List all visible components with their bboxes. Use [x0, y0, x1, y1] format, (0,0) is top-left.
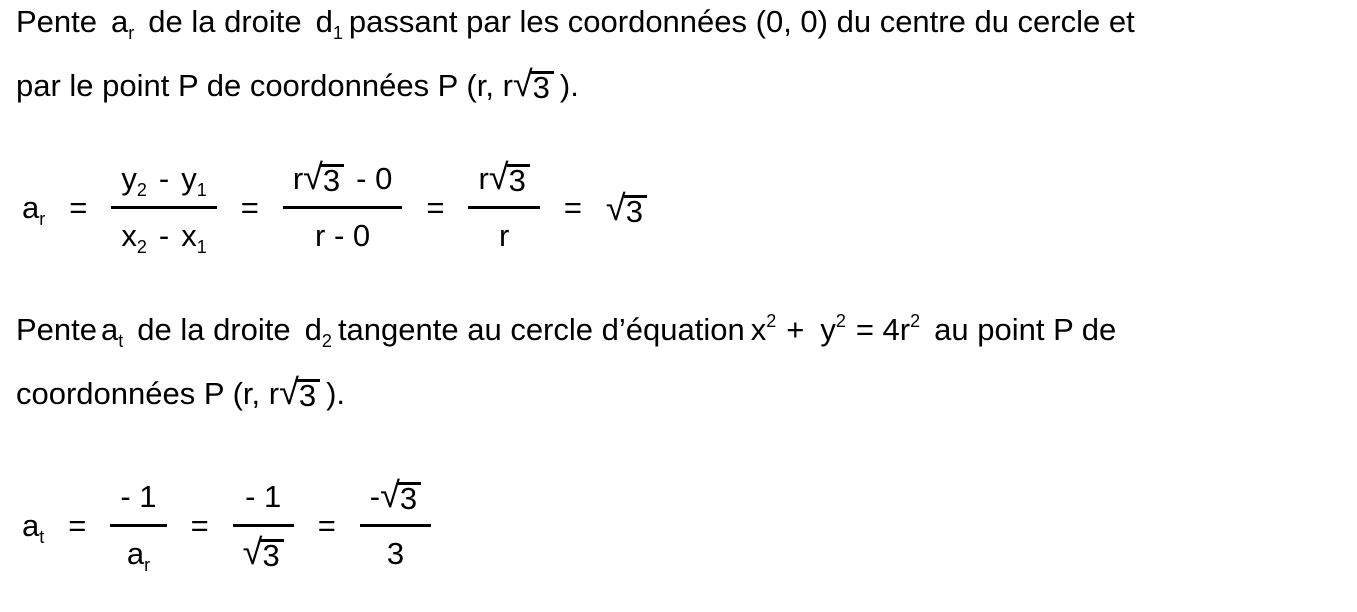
equals-sign: =: [69, 189, 88, 225]
text-run: ).: [326, 376, 346, 411]
formula-slope-tangent: [16, 476, 1357, 575]
fraction-delta-y-delta-x: [111, 158, 216, 257]
var-x1: $x_1$: [181, 218, 207, 257]
minus-sign: -: [158, 218, 170, 253]
square-root-3: [242, 531, 284, 573]
minus-zero: - 0: [356, 161, 393, 196]
var-subscript: r: [128, 23, 135, 43]
fraction-rsqrt3-over-r: [468, 158, 539, 257]
text-run: passant par les coordonnées (0, 0) du centre du cercle et: [348, 4, 1135, 39]
denominator: 3: [386, 536, 405, 571]
minus-sign: -: [158, 161, 170, 196]
superscript: 2: [766, 311, 777, 331]
square-root-3: [488, 156, 530, 198]
minus-sign: -: [369, 479, 381, 514]
radical-icon: √: [605, 186, 626, 228]
text-run: de la droite: [148, 4, 302, 39]
text-run: de la droite: [137, 312, 291, 347]
equals-sign: =: [563, 189, 582, 225]
var-subscript: t: [118, 331, 124, 351]
math-var-a-t: [22, 507, 45, 547]
square-root-3: [512, 63, 554, 105]
math-var-a-t: [101, 312, 124, 351]
paragraph1-line2: [16, 54, 1357, 118]
numerator: [283, 158, 403, 209]
text-run: par le point P de coordonnées P (r, r: [16, 68, 513, 103]
equals-sign: =: [68, 507, 87, 543]
math-var-d-2: [304, 312, 332, 351]
math-var-d-1: [315, 4, 343, 43]
var-subscript: t: [39, 526, 45, 547]
math-var-a-r: $a_r$: [126, 536, 151, 575]
math-x-squared: $x^2$: [750, 311, 777, 347]
equals-sign: =: [426, 189, 445, 225]
result-square-root-3: [605, 186, 647, 229]
var-base: d: [315, 4, 333, 39]
radical-icon: √: [303, 156, 323, 197]
paragraph1-line1: [16, 0, 1357, 54]
square-root-3: [380, 474, 421, 516]
numerator: [111, 158, 216, 209]
numerator: [360, 476, 431, 527]
square-root-3: [279, 371, 320, 413]
var-x2: $x_2$: [121, 218, 147, 257]
denominator: r: [498, 218, 510, 253]
plus-sign: +: [786, 312, 805, 347]
text-run: ).: [559, 68, 579, 103]
fraction-minus1-over-sqrt3: [233, 476, 294, 575]
radicand: 3: [321, 164, 344, 195]
radicand: 3: [531, 71, 554, 102]
math-equals-4r-squared: = $4r^2$: [855, 311, 921, 347]
superscript: 2: [835, 311, 846, 331]
denominator: [111, 209, 216, 257]
radical-icon: √: [488, 156, 509, 197]
text-run: Pente: [16, 4, 98, 39]
radicand: 3: [297, 379, 320, 410]
coefficient: r: [292, 161, 304, 196]
var-base: a: [101, 312, 119, 347]
var-base: a: [22, 189, 40, 225]
math-var-a-r: [111, 4, 135, 43]
radicand: 3: [398, 482, 421, 513]
fraction-minus-sqrt3-over-3: [360, 476, 431, 575]
var-base: a: [22, 507, 40, 543]
paragraph2-line1: [16, 298, 1357, 362]
denominator: [233, 527, 294, 575]
var-y2: $y_2$: [121, 161, 147, 200]
text-run: Pente: [16, 312, 98, 347]
radical-icon: √: [279, 371, 299, 412]
radicand: 3: [260, 539, 283, 570]
paragraph-slope-radius: [16, 0, 1357, 118]
paragraph2-line2: [16, 362, 1357, 426]
radical-icon: √: [512, 63, 533, 104]
formula-slope-radius: [16, 158, 1357, 257]
radical-icon: √: [242, 531, 263, 572]
radical-icon: √: [380, 474, 400, 515]
var-subscript: 1: [332, 23, 343, 43]
numerator: - 1: [110, 476, 166, 527]
equals-sign: =: [240, 189, 259, 225]
radicand: 3: [507, 164, 530, 195]
var-subscript: r: [144, 555, 151, 575]
numerator: - 1: [233, 476, 294, 527]
paragraph-slope-tangent: [16, 298, 1357, 426]
fraction-rsqrt3-over-r-minus-0: [283, 158, 403, 257]
coefficient: r: [478, 161, 489, 196]
text-run: tangente au cercle d’équation: [337, 312, 745, 347]
text-run: au point P de: [934, 312, 1117, 347]
var-y1: $y_1$: [181, 161, 207, 200]
radicand: 3: [624, 195, 647, 226]
numerator: [468, 158, 539, 209]
math-var-a-r: [22, 189, 46, 229]
var-base: a: [111, 4, 129, 39]
text-run: coordonnées P (r, r: [16, 376, 280, 411]
denominator: [110, 527, 166, 575]
equals-sign: =: [190, 507, 209, 543]
square-root-3: [303, 156, 344, 198]
var-subscript: 2: [321, 331, 332, 351]
equals-sign: =: [317, 507, 336, 543]
fraction-minus1-over-ar: [110, 476, 166, 575]
var-base: d: [304, 312, 322, 347]
denominator: r - 0: [315, 218, 371, 253]
math-y-squared: $y^2$: [820, 311, 846, 347]
superscript: 2: [910, 311, 921, 331]
var-subscript: r: [39, 208, 46, 229]
